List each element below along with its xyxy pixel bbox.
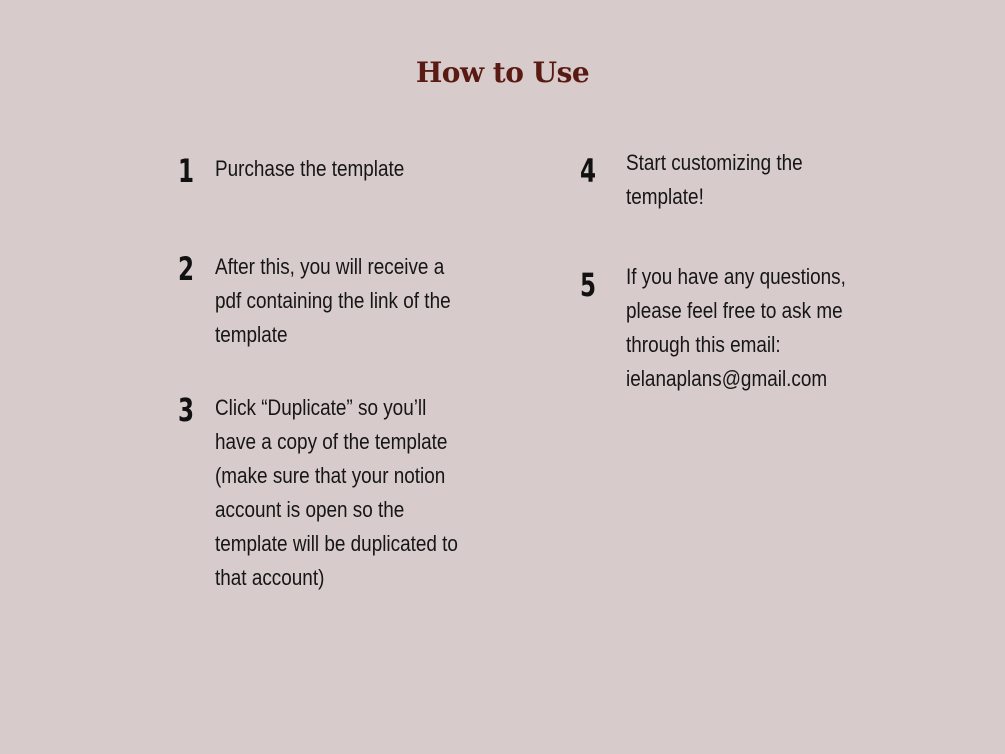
step-line: Click “Duplicate” so you’ll xyxy=(215,395,427,420)
step-line: that account) xyxy=(215,565,325,590)
step-line: template xyxy=(215,322,288,347)
step-line: Purchase the template xyxy=(215,156,405,181)
step-line: If you have any questions, xyxy=(626,264,846,289)
step-line: template! xyxy=(626,184,704,209)
step-number: 4 xyxy=(580,152,597,190)
step-number: 2 xyxy=(178,250,195,288)
step-text xyxy=(215,152,404,186)
email-link: ielanaplans@gmail.com xyxy=(626,366,828,391)
step-number: 5 xyxy=(580,266,597,304)
step-line: Start customizing the xyxy=(626,150,803,175)
step-number: 1 xyxy=(178,152,195,190)
step-line: through this email: xyxy=(626,332,781,357)
step-line: pdf containing the link of the xyxy=(215,288,451,313)
step-number: 3 xyxy=(178,391,195,429)
step-line: have a copy of the template xyxy=(215,429,448,454)
page-title: How to Use xyxy=(415,56,590,89)
step-line: please feel free to ask me xyxy=(626,298,843,323)
step-line: (make sure that your notion xyxy=(215,463,446,488)
step-text xyxy=(215,250,451,352)
step-text xyxy=(215,391,458,595)
step-text xyxy=(626,260,846,396)
step-line: After this, you will receive a xyxy=(215,254,445,279)
step-line: template will be duplicated to xyxy=(215,531,458,556)
step-line: account is open so the xyxy=(215,497,405,522)
step-text xyxy=(626,146,803,214)
